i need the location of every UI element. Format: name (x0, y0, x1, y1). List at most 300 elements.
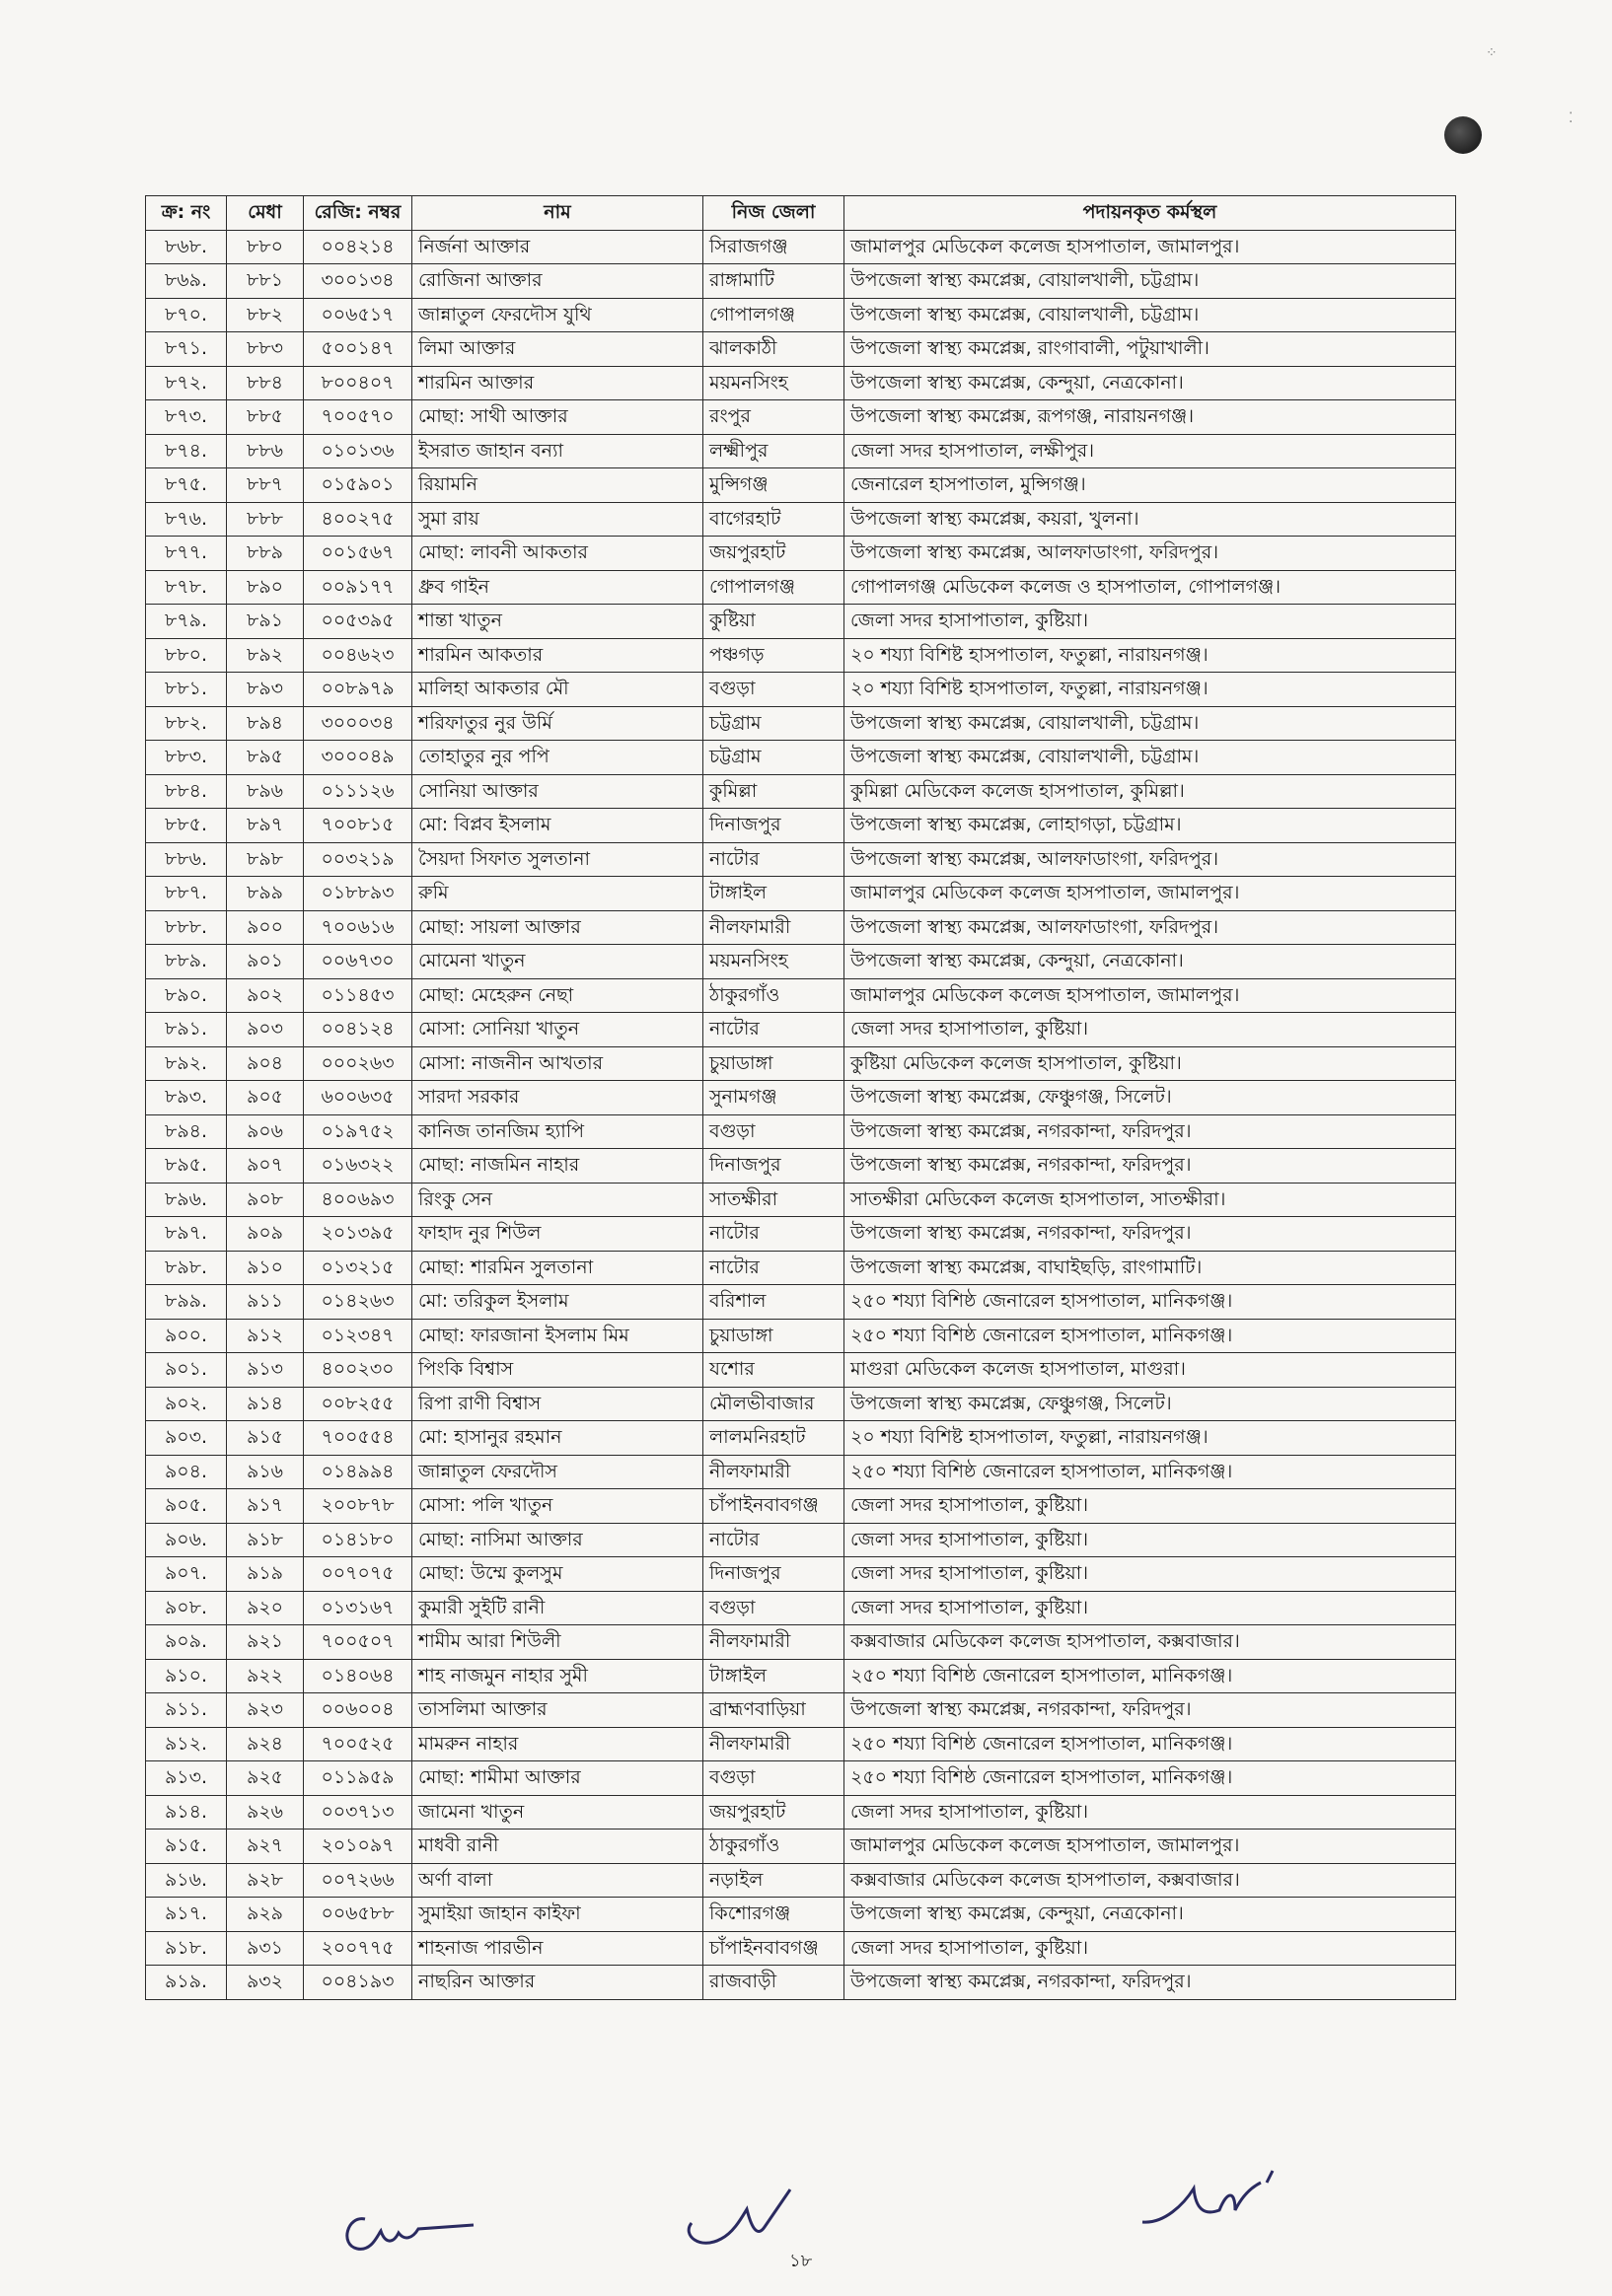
merit-cell: ৮৯১ (227, 605, 304, 639)
posting-cell: ২০ শয্যা বিশিষ্ট হাসপাতাল, ফতুল্লা, নারায়নগঞ্জ। (844, 1421, 1456, 1456)
serial-cell: ৮৮০. (146, 638, 227, 673)
serial-cell: ৮৯৬. (146, 1183, 227, 1217)
merit-cell: ৯১২ (227, 1319, 304, 1353)
posting-cell: উপজেলা স্বাস্থ্য কমপ্লেক্স, রূপগঞ্জ, নারায়নগঞ্জ। (844, 400, 1456, 435)
serial-cell: ৮৬৯. (146, 264, 227, 299)
serial-cell: ৯০৪. (146, 1455, 227, 1489)
reg-no-cell: ০০৪১২৪ (304, 1013, 412, 1047)
district-cell: নীলফামারী (703, 910, 844, 945)
reg-no-cell: ০১০১৩৬ (304, 434, 412, 468)
name-cell: মালিহা আকতার মৌ (412, 673, 703, 707)
district-cell: নড়াইল (703, 1863, 844, 1898)
serial-cell: ৮৭৬. (146, 502, 227, 537)
district-cell: টাঙ্গাইল (703, 1659, 844, 1693)
merit-cell: ৮৮৭ (227, 468, 304, 503)
name-cell: মোছা: সায়লা আক্তার (412, 910, 703, 945)
reg-no-cell: ৮০০৪০৭ (304, 366, 412, 400)
table-row (146, 1830, 1456, 1864)
header-posting-place: পদায়নকৃত কর্মস্থল (844, 196, 1456, 231)
serial-cell: ৯১১. (146, 1693, 227, 1728)
posting-cell: ২৫০ শয্যা বিশিষ্ঠ জেনারেল হাসপাতাল, মানিকগঞ্জ। (844, 1319, 1456, 1353)
reg-no-cell: ০০৮২৫৫ (304, 1387, 412, 1421)
reg-no-cell: ০০৫৩৯৫ (304, 605, 412, 639)
district-cell: চুয়াডাঙ্গা (703, 1319, 844, 1353)
table-row (146, 1217, 1456, 1252)
merit-cell: ৮৮৫ (227, 400, 304, 435)
serial-cell: ৯০০. (146, 1319, 227, 1353)
posting-cell: উপজেলা স্বাস্থ্য কমপ্লেক্স, ফেঞ্চুগঞ্জ, সিলেট। (844, 1387, 1456, 1421)
district-cell: গোপালগঞ্জ (703, 570, 844, 605)
serial-cell: ৯১৪. (146, 1795, 227, 1830)
name-cell: সৈয়দা সিফাত সুলতানা (412, 842, 703, 877)
table-row (146, 1285, 1456, 1320)
merit-cell: ৯০৯ (227, 1217, 304, 1252)
merit-cell: ৮৮৯ (227, 537, 304, 571)
ink-blot (1444, 116, 1482, 154)
header-home-district: নিজ জেলা (703, 196, 844, 231)
merit-cell: ৮৯৭ (227, 809, 304, 843)
reg-no-cell: ৭০০৫৫৪ (304, 1421, 412, 1456)
table-row (146, 1489, 1456, 1524)
serial-cell: ৯১৯. (146, 1966, 227, 2000)
signature-1 (326, 2197, 503, 2266)
table-row (146, 468, 1456, 503)
district-cell: যশোর (703, 1353, 844, 1388)
name-cell: সোনিয়া আক্তার (412, 774, 703, 809)
name-cell: মোছা: সাথী আক্তার (412, 400, 703, 435)
table-row (146, 1659, 1456, 1693)
reg-no-cell: ৪০০২৩০ (304, 1353, 412, 1388)
serial-cell: ৯১৬. (146, 1863, 227, 1898)
reg-no-cell: ৩০০১৩৪ (304, 264, 412, 299)
name-cell: রিংকু সেন (412, 1183, 703, 1217)
posting-cell: কুমিল্লা মেডিকেল কলেজ হাসপাতাল, কুমিল্লা। (844, 774, 1456, 809)
name-cell: ধ্রুব গাইন (412, 570, 703, 605)
serial-cell: ৯০৮. (146, 1591, 227, 1625)
posting-cell: মাগুরা মেডিকেল কলেজ হাসপাতাল, মাগুরা। (844, 1353, 1456, 1388)
table-row (146, 1863, 1456, 1898)
merit-cell: ৮৯০ (227, 570, 304, 605)
reg-no-cell: ৭০০৫২৫ (304, 1727, 412, 1761)
name-cell: শামীম আরা শিউলী (412, 1625, 703, 1660)
table-row (146, 1421, 1456, 1456)
scan-speck: ⁚ (1569, 110, 1574, 126)
serial-cell: ৮৭৯. (146, 605, 227, 639)
merit-cell: ৯০৮ (227, 1183, 304, 1217)
posting-cell: উপজেলা স্বাস্থ্য কমপ্লেক্স, নগরকান্দা, ফরিদপুর। (844, 1966, 1456, 2000)
reg-no-cell: ০০৬৫১৭ (304, 298, 412, 332)
name-cell: অর্ণা বালা (412, 1863, 703, 1898)
district-cell: চুয়াডাঙ্গা (703, 1046, 844, 1081)
district-cell: মুন্সিগঞ্জ (703, 468, 844, 503)
district-cell: বগুড়া (703, 1591, 844, 1625)
reg-no-cell: ২০০৮৭৮ (304, 1489, 412, 1524)
name-cell: মোছা: নাসিমা আক্তার (412, 1523, 703, 1557)
table-row (146, 1557, 1456, 1592)
reg-no-cell: ০১৫৯০১ (304, 468, 412, 503)
district-cell: কুমিল্লা (703, 774, 844, 809)
district-cell: দিনাজপুর (703, 1557, 844, 1592)
posting-cell: উপজেলা স্বাস্থ্য কমপ্লেক্স, রাংগাবালী, পটুয়াখালী। (844, 332, 1456, 367)
reg-no-cell: ০১৩১৬৭ (304, 1591, 412, 1625)
page-number: ১৮ (789, 2251, 813, 2271)
name-cell: শরিফাতুর নুর উর্মি (412, 706, 703, 741)
district-cell: টাঙ্গাইল (703, 877, 844, 911)
reg-no-cell: ০১৩২১৫ (304, 1251, 412, 1285)
table-row (146, 741, 1456, 775)
posting-cell: ২০ শয্যা বিশিষ্ট হাসপাতাল, ফতুল্লা, নারায়নগঞ্জ। (844, 673, 1456, 707)
merit-cell: ৯২৫ (227, 1761, 304, 1796)
serial-cell: ৮৯২. (146, 1046, 227, 1081)
table-row (146, 1353, 1456, 1388)
district-cell: বরিশাল (703, 1285, 844, 1320)
district-cell: চাঁপাইনবাবগঞ্জ (703, 1931, 844, 1966)
district-cell: সাতক্ষীরা (703, 1183, 844, 1217)
reg-no-cell: ০০৯১৭৭ (304, 570, 412, 605)
district-cell: ব্রাহ্মণবাড়িয়া (703, 1693, 844, 1728)
posting-cell: জেলা সদর হাসাপাতাল, কুষ্টিয়া। (844, 1523, 1456, 1557)
district-cell: ঝালকাঠী (703, 332, 844, 367)
serial-cell: ৮৯৩. (146, 1081, 227, 1115)
merit-cell: ৮৮০ (227, 230, 304, 264)
merit-cell: ৮৯৪ (227, 706, 304, 741)
posting-cell: উপজেলা স্বাস্থ্য কমপ্লেক্স, কয়রা, খুলনা। (844, 502, 1456, 537)
district-cell: বগুড়া (703, 1761, 844, 1796)
serial-cell: ৮৮৫. (146, 809, 227, 843)
table-row (146, 910, 1456, 945)
reg-no-cell: ৫০০১৪৭ (304, 332, 412, 367)
header-name: নাম (412, 196, 703, 231)
serial-cell: ৮৭৩. (146, 400, 227, 435)
reg-no-cell: ০১২৩৪৭ (304, 1319, 412, 1353)
merit-cell: ৯২২ (227, 1659, 304, 1693)
district-cell: দিনাজপুর (703, 809, 844, 843)
reg-no-cell: ২০১৩৯৫ (304, 1217, 412, 1252)
reg-no-cell: ৪০০২৭৫ (304, 502, 412, 537)
posting-cell: উপজেলা স্বাস্থ্য কমপ্লেক্স, বোয়ালখালী, চট্টগ্রাম। (844, 264, 1456, 299)
merit-cell: ৯০০ (227, 910, 304, 945)
reg-no-cell: ৩০০০৩৪ (304, 706, 412, 741)
name-cell: মোমেনা খাতুন (412, 945, 703, 979)
district-cell: বগুড়া (703, 673, 844, 707)
table-row (146, 1183, 1456, 1217)
posting-cell: সাতক্ষীরা মেডিকেল কলেজ হাসপাতাল, সাতক্ষীরা। (844, 1183, 1456, 1217)
name-cell: রিয়ামনি (412, 468, 703, 503)
posting-cell: জেলা সদর হাসাপাতাল, কুষ্টিয়া। (844, 1489, 1456, 1524)
name-cell: মোসা: পলি খাতুন (412, 1489, 703, 1524)
reg-no-cell: ০১৪২৬৩ (304, 1285, 412, 1320)
reg-no-cell: ৪০০৬৯৩ (304, 1183, 412, 1217)
name-cell: সারদা সরকার (412, 1081, 703, 1115)
name-cell: পিংকি বিশ্বাস (412, 1353, 703, 1388)
name-cell: তোহাতুর নুর পপি (412, 741, 703, 775)
reg-no-cell: ০১১১২৬ (304, 774, 412, 809)
serial-cell: ৮৮৩. (146, 741, 227, 775)
name-cell: নাছরিন আক্তার (412, 1966, 703, 2000)
merit-cell: ৮৮১ (227, 264, 304, 299)
table-row (146, 1795, 1456, 1830)
posting-cell: কুষ্টিয়া মেডিকেল কলেজ হাসপাতাল, কুষ্টিয়া। (844, 1046, 1456, 1081)
reg-no-cell: ০১১৯৫৯ (304, 1761, 412, 1796)
merit-cell: ৮৮৩ (227, 332, 304, 367)
table-row (146, 1898, 1456, 1932)
posting-cell: উপজেলা স্বাস্থ্য কমপ্লেক্স, আলফাডাংগা, ফরিদপুর। (844, 910, 1456, 945)
merit-cell: ৯২৩ (227, 1693, 304, 1728)
name-cell: কুমারী সুইটি রানী (412, 1591, 703, 1625)
district-cell: ময়মনসিংহ (703, 945, 844, 979)
merit-cell: ৯০২ (227, 978, 304, 1013)
signature-2 (676, 2170, 804, 2259)
reg-no-cell: ০০৬৭৩০ (304, 945, 412, 979)
district-cell: রংপুর (703, 400, 844, 435)
district-cell: ময়মনসিংহ (703, 366, 844, 400)
merit-cell: ৯১৮ (227, 1523, 304, 1557)
district-cell: চাঁপাইনবাবগঞ্জ (703, 1489, 844, 1524)
merit-cell: ৮৯২ (227, 638, 304, 673)
name-cell: রোজিনা আক্তার (412, 264, 703, 299)
merit-cell: ৮৮৬ (227, 434, 304, 468)
name-cell: মোছা: নাজমিন নাহার (412, 1149, 703, 1184)
reg-no-cell: ০১১৪৫৩ (304, 978, 412, 1013)
table-row (146, 1761, 1456, 1796)
district-cell: বাগেরহাট (703, 502, 844, 537)
district-cell: সুনামগঞ্জ (703, 1081, 844, 1115)
posting-cell: গোপালগঞ্জ মেডিকেল কলেজ ও হাসপাতাল, গোপালগঞ্জ। (844, 570, 1456, 605)
posting-cell: জেলা সদর হাসপাতাল, লক্ষীপুর। (844, 434, 1456, 468)
table-row (146, 230, 1456, 264)
name-cell: শারমিন আকতার (412, 638, 703, 673)
table-row (146, 1046, 1456, 1081)
district-cell: নাটোর (703, 1251, 844, 1285)
table-row (146, 978, 1456, 1013)
reg-no-cell: ০১৪১৮০ (304, 1523, 412, 1557)
serial-cell: ৯১০. (146, 1659, 227, 1693)
posting-cell: জেলা সদর হাসাপাতাল, কুষ্টিয়া। (844, 605, 1456, 639)
posting-cell: উপজেলা স্বাস্থ্য কমপ্লেক্স, নগরকান্দা, ফরিদপুর। (844, 1114, 1456, 1149)
serial-cell: ৮৬৮. (146, 230, 227, 264)
posting-cell: জামালপুর মেডিকেল কলেজ হাসপাতাল, জামালপুর। (844, 877, 1456, 911)
district-cell: লক্ষ্মীপুর (703, 434, 844, 468)
district-cell: নাটোর (703, 842, 844, 877)
name-cell: মো: তরিকুল ইসলাম (412, 1285, 703, 1320)
serial-cell: ৮৯০. (146, 978, 227, 1013)
district-cell: ঠাকুরগাঁও (703, 978, 844, 1013)
serial-cell: ৯১৩. (146, 1761, 227, 1796)
table-row (146, 877, 1456, 911)
table-row (146, 1149, 1456, 1184)
table-row (146, 673, 1456, 707)
name-cell: শারমিন আক্তার (412, 366, 703, 400)
name-cell: ইসরাত জাহান বন্যা (412, 434, 703, 468)
serial-cell: ৮৭২. (146, 366, 227, 400)
posting-cell: উপজেলা স্বাস্থ্য কমপ্লেক্স, বোয়ালখালী, চট্টগ্রাম। (844, 298, 1456, 332)
merit-cell: ৮৮৪ (227, 366, 304, 400)
merit-cell: ৯০৫ (227, 1081, 304, 1115)
serial-cell: ৯০৯. (146, 1625, 227, 1660)
table-row (146, 1013, 1456, 1047)
serial-cell: ৯১৫. (146, 1830, 227, 1864)
table-row (146, 1727, 1456, 1761)
merit-cell: ৯২৭ (227, 1830, 304, 1864)
serial-cell: ৮৯৭. (146, 1217, 227, 1252)
table-row (146, 502, 1456, 537)
table-row (146, 1523, 1456, 1557)
serial-cell: ৮৭৫. (146, 468, 227, 503)
serial-cell: ৮৮৬. (146, 842, 227, 877)
table-row (146, 1114, 1456, 1149)
table-row (146, 298, 1456, 332)
reg-no-cell: ০০৪২১৪ (304, 230, 412, 264)
serial-cell: ৯১৮. (146, 1931, 227, 1966)
posting-cell: উপজেলা স্বাস্থ্য কমপ্লেক্স, আলফাডাংগা, ফরিদপুর। (844, 537, 1456, 571)
posting-cell: ২৫০ শয্যা বিশিষ্ঠ জেনারেল হাসপাতাল, মানিকগঞ্জ। (844, 1285, 1456, 1320)
posting-cell: জেলা সদর হাসাপাতাল, কুষ্টিয়া। (844, 1591, 1456, 1625)
posting-cell: জেলা সদর হাসাপাতাল, কুষ্টিয়া। (844, 1795, 1456, 1830)
district-cell: সিরাজগঞ্জ (703, 230, 844, 264)
district-cell: নাটোর (703, 1523, 844, 1557)
serial-cell: ৯০৬. (146, 1523, 227, 1557)
district-cell: নীলফামারী (703, 1455, 844, 1489)
posting-cell: উপজেলা স্বাস্থ্য কমপ্লেক্স, নগরকান্দা, ফরিদপুর। (844, 1693, 1456, 1728)
merit-cell: ৯০৩ (227, 1013, 304, 1047)
reg-no-cell: ২০১০৯৭ (304, 1830, 412, 1864)
district-cell: জয়পুরহাট (703, 537, 844, 571)
table-row (146, 842, 1456, 877)
serial-cell: ৮৮৭. (146, 877, 227, 911)
posting-cell: ২০ শয্যা বিশিষ্ট হাসপাতাল, ফতুল্লা, নারায়নগঞ্জ। (844, 638, 1456, 673)
reg-no-cell: ৭০০৬১৬ (304, 910, 412, 945)
serial-cell: ৮৯৯. (146, 1285, 227, 1320)
table-row (146, 605, 1456, 639)
merit-cell: ৮৯৫ (227, 741, 304, 775)
table-row (146, 706, 1456, 741)
serial-cell: ৮৮২. (146, 706, 227, 741)
table-row (146, 1319, 1456, 1353)
reg-no-cell: ৩০০০৪৯ (304, 741, 412, 775)
merit-cell: ৮৮২ (227, 298, 304, 332)
reg-no-cell: ৭০০৮১৫ (304, 809, 412, 843)
serial-cell: ৯০১. (146, 1353, 227, 1388)
reg-no-cell: ০০৪১৯৩ (304, 1966, 412, 2000)
scan-speck: ⁘ (1486, 45, 1498, 61)
header-serial: ক্র: নং (146, 196, 227, 231)
serial-cell: ৯০৩. (146, 1421, 227, 1456)
merit-cell: ৯২০ (227, 1591, 304, 1625)
name-cell: শাহ নাজমুন নাহার সুমী (412, 1659, 703, 1693)
serial-cell: ৮৯৫. (146, 1149, 227, 1184)
serial-cell: ৮৭৪. (146, 434, 227, 468)
reg-no-cell: ৭০০৫৭০ (304, 400, 412, 435)
merit-cell: ৯১৬ (227, 1455, 304, 1489)
reg-no-cell: ০০১৫৬৭ (304, 537, 412, 571)
posting-cell: উপজেলা স্বাস্থ্য কমপ্লেক্স, কেন্দুয়া, নেত্রকোনা। (844, 945, 1456, 979)
posting-cell: উপজেলা স্বাস্থ্য কমপ্লেক্স, বোয়ালখালী, চট্টগ্রাম। (844, 706, 1456, 741)
district-cell: নাটোর (703, 1217, 844, 1252)
posting-cell: জেনারেল হাসপাতাল, মুন্সিগঞ্জ। (844, 468, 1456, 503)
table-row (146, 1387, 1456, 1421)
district-cell: রাঙ্গামাটি (703, 264, 844, 299)
merit-cell: ৯১৯ (227, 1557, 304, 1592)
table-row (146, 434, 1456, 468)
district-cell: কিশোরগঞ্জ (703, 1898, 844, 1932)
name-cell: মো: বিপ্লব ইসলাম (412, 809, 703, 843)
reg-no-cell: ০০০২৬৩ (304, 1046, 412, 1081)
merit-cell: ৯৩১ (227, 1931, 304, 1966)
name-cell: মোছা: মেহেরুন নেছা (412, 978, 703, 1013)
serial-cell: ৮৯৮. (146, 1251, 227, 1285)
merit-cell: ৯০৪ (227, 1046, 304, 1081)
reg-no-cell: ০১৮৮৯৩ (304, 877, 412, 911)
merit-cell: ৮৮৮ (227, 502, 304, 537)
table-row (146, 1455, 1456, 1489)
serial-cell: ৮৭০. (146, 298, 227, 332)
name-cell: মোছা: শারমিন সুলতানা (412, 1251, 703, 1285)
name-cell: জান্নাতুল ফেরদৌস যুথি (412, 298, 703, 332)
name-cell: ফাহাদ নুর শিউল (412, 1217, 703, 1252)
posting-cell: উপজেলা স্বাস্থ্য কমপ্লেক্স, আলফাডাংগা, ফরিদপুর। (844, 842, 1456, 877)
district-cell: জয়পুরহাট (703, 1795, 844, 1830)
header-merit: মেধা (227, 196, 304, 231)
header-reg-no: রেজি: নম্বর (304, 196, 412, 231)
serial-cell: ৮৮১. (146, 673, 227, 707)
merit-cell: ৮৯৬ (227, 774, 304, 809)
posting-cell: জামালপুর মেডিকেল কলেজ হাসপাতাল, জামালপুর। (844, 978, 1456, 1013)
district-cell: কুষ্টিয়া (703, 605, 844, 639)
reg-no-cell: ০১৪৯৯৪ (304, 1455, 412, 1489)
name-cell: রুমি (412, 877, 703, 911)
name-cell: সুমাইয়া জাহান কাইফা (412, 1898, 703, 1932)
table-row (146, 264, 1456, 299)
table-row (146, 1625, 1456, 1660)
merit-cell: ৯১৪ (227, 1387, 304, 1421)
name-cell: শাহনাজ পারভীন (412, 1931, 703, 1966)
reg-no-cell: ০০৭০৭৫ (304, 1557, 412, 1592)
name-cell: মামরুন নাহার (412, 1727, 703, 1761)
merit-cell: ৯১৭ (227, 1489, 304, 1524)
posting-cell: কক্সবাজার মেডিকেল কলেজ হাসপাতাল, কক্সবাজার। (844, 1625, 1456, 1660)
posting-cell: উপজেলা স্বাস্থ্য কমপ্লেক্স, কেন্দুয়া, নেত্রকোনা। (844, 1898, 1456, 1932)
name-cell: মো: হাসানুর রহমান (412, 1421, 703, 1456)
table-row (146, 570, 1456, 605)
district-cell: ঠাকুরগাঁও (703, 1830, 844, 1864)
district-cell: বগুড়া (703, 1114, 844, 1149)
merit-cell: ৯২৯ (227, 1898, 304, 1932)
posting-cell: জামালপুর মেডিকেল কলেজ হাসপাতাল, জামালপুর। (844, 230, 1456, 264)
name-cell: মোসা: নাজনীন আখতার (412, 1046, 703, 1081)
posting-cell: ২৫০ শয্যা বিশিষ্ঠ জেনারেল হাসপাতাল, মানিকগঞ্জ। (844, 1727, 1456, 1761)
serial-cell: ৮৭১. (146, 332, 227, 367)
posting-cell: ২৫০ শয্যা বিশিষ্ঠ জেনারেল হাসপাতাল, মানিকগঞ্জ। (844, 1455, 1456, 1489)
reg-no-cell: ০০৬০০৪ (304, 1693, 412, 1728)
name-cell: মোছা: ফারজানা ইসলাম মিম (412, 1319, 703, 1353)
table-row (146, 945, 1456, 979)
posting-cell: উপজেলা স্বাস্থ্য কমপ্লেক্স, নগরকান্দা, ফরিদপুর। (844, 1149, 1456, 1184)
name-cell: মোছা: লাবনী আকতার (412, 537, 703, 571)
merit-cell: ৯০৭ (227, 1149, 304, 1184)
serial-cell: ৯০২. (146, 1387, 227, 1421)
reg-no-cell: ০১৬৩২২ (304, 1149, 412, 1184)
district-cell: নাটোর (703, 1013, 844, 1047)
table-row (146, 400, 1456, 435)
merit-cell: ৯০৬ (227, 1114, 304, 1149)
serial-cell: ৮৮৪. (146, 774, 227, 809)
posting-cell: জামালপুর মেডিকেল কলেজ হাসপাতাল, জামালপুর। (844, 1830, 1456, 1864)
reg-no-cell: ৬০০৬৩৫ (304, 1081, 412, 1115)
district-cell: নীলফামারী (703, 1625, 844, 1660)
table-row (146, 1966, 1456, 2000)
name-cell: সুমা রায় (412, 502, 703, 537)
posting-cell: উপজেলা স্বাস্থ্য কমপ্লেক্স, কেন্দুয়া, নেত্রকোনা। (844, 366, 1456, 400)
